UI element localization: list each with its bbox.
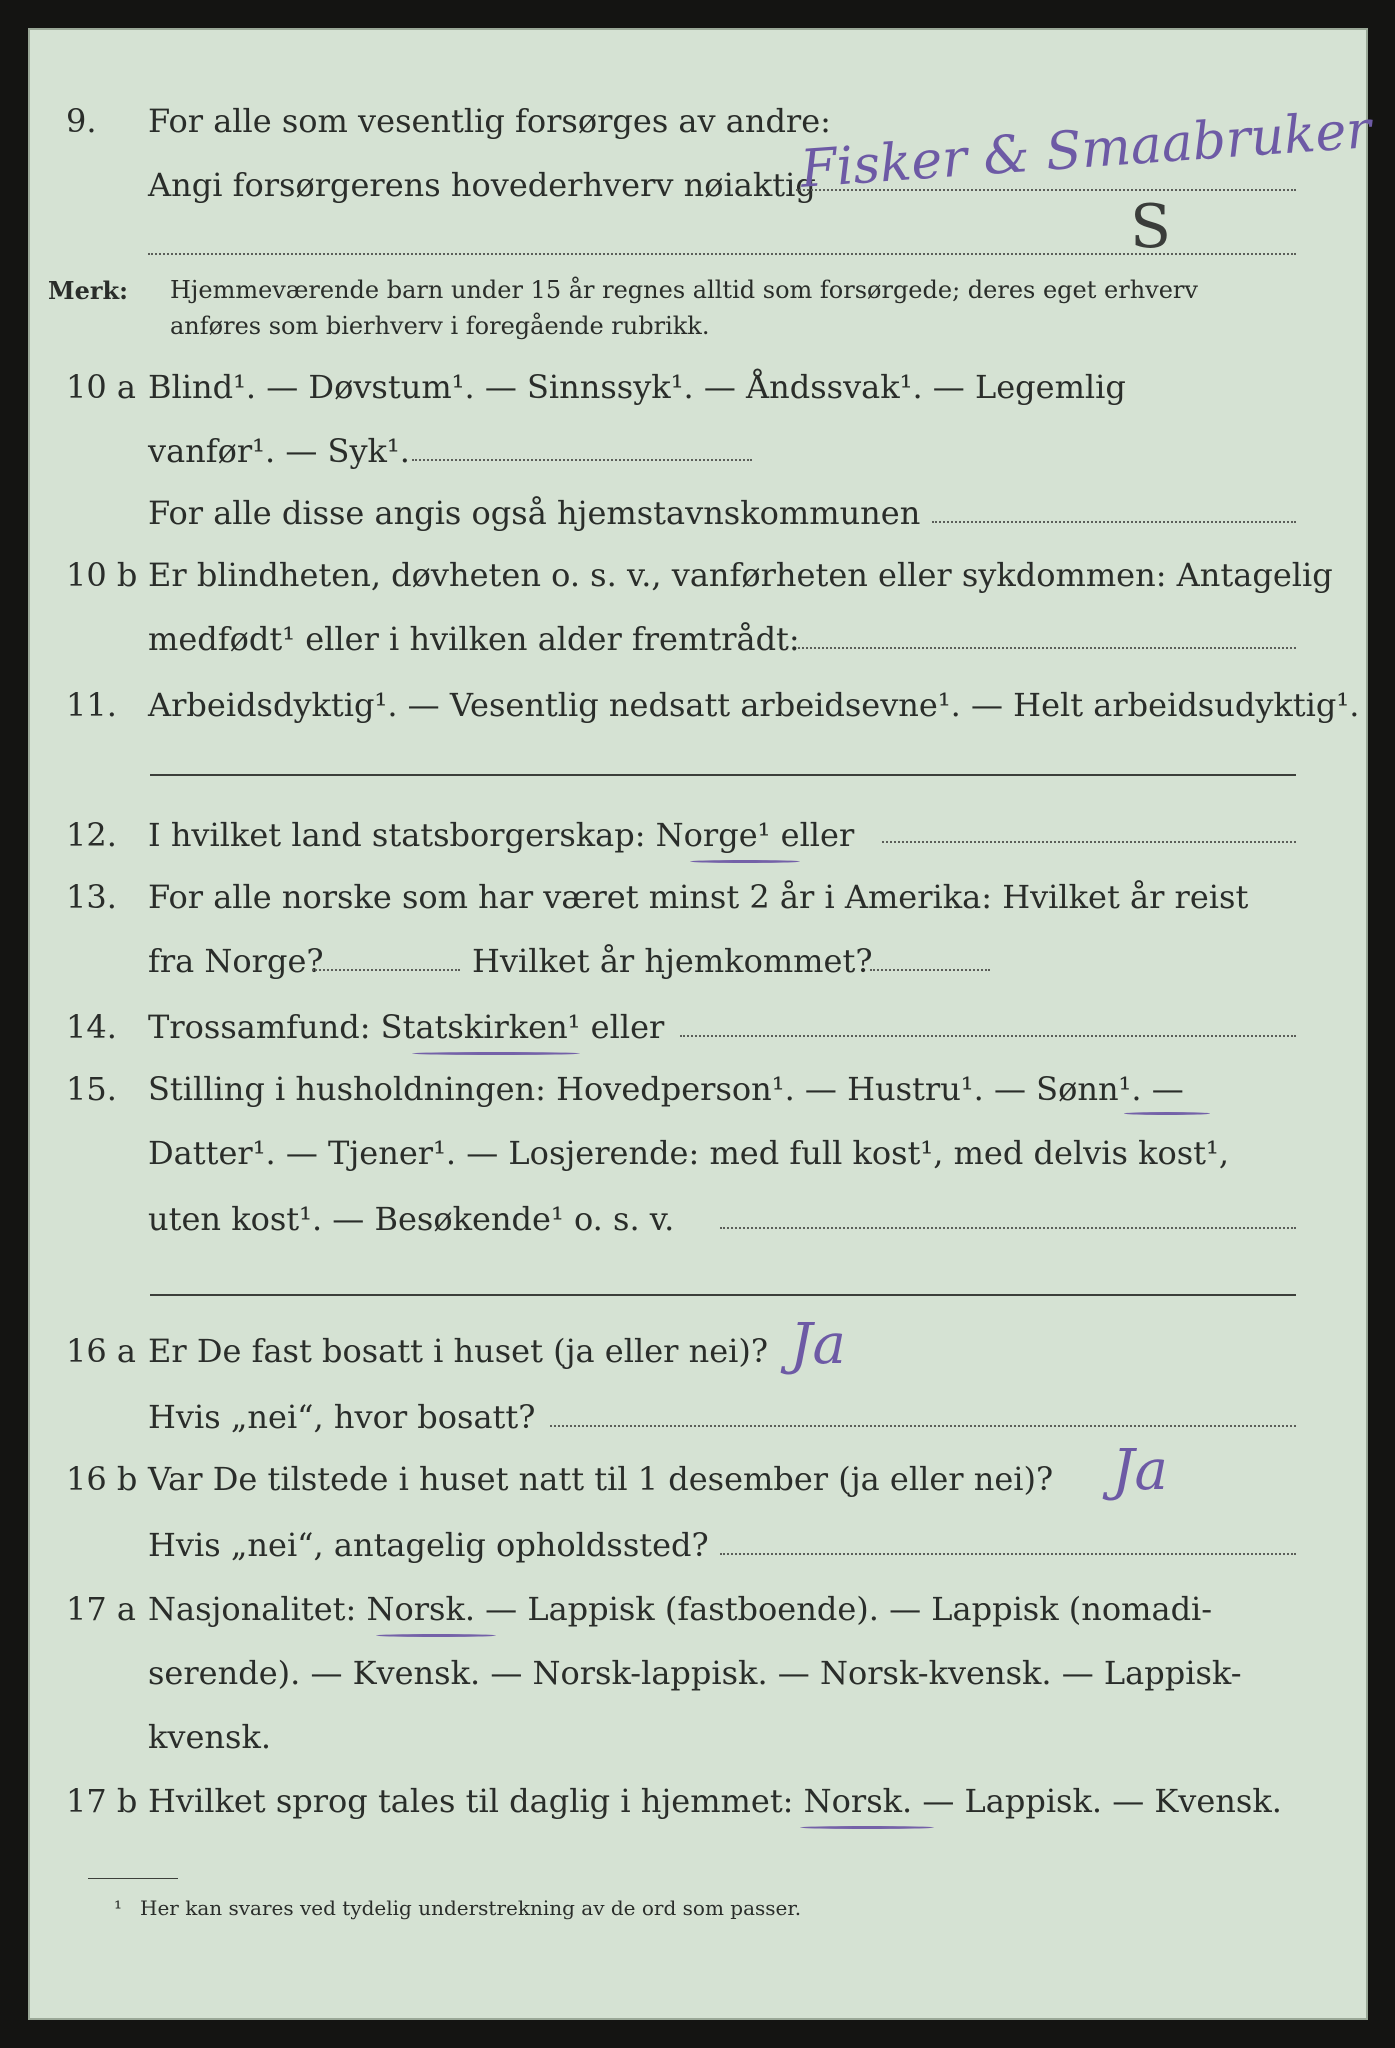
q16b-text-2: Hvis „nei“, antagelig opholdssted?: [148, 1526, 709, 1564]
q17a-text-1: Nasjonalitet: Norsk. — Lappisk (fastboende). — Lappisk (nomadi-: [148, 1590, 1213, 1628]
q9-second-dotted-line: [148, 252, 1296, 255]
q16b-text-1: Var De tilstede i huset natt til 1 desember (ja eller nei)?: [148, 1460, 1054, 1498]
merk-text-1: Hjemmeværende barn under 15 år regnes alltid som forsørgede; deres eget erhverv: [170, 276, 1198, 304]
q15-dotted-line: [720, 1226, 1296, 1229]
q12-norge-underline: [690, 860, 800, 863]
census-form-page: [28, 28, 1373, 2020]
merk-label: Merk:: [48, 276, 128, 305]
q13-reist-dotted-line: [312, 968, 460, 971]
footnote-text: Her kan svares ved tydelig understrekning av de ord som passer.: [140, 1896, 802, 1920]
q15-divider-rule: [150, 1294, 1296, 1296]
q10a-number: 10 a: [66, 368, 136, 406]
q10a-text-3: For alle disse angis også hjemstavnskommunen: [148, 494, 921, 532]
q10a-text-1: Blind¹. — Døvstum¹. — Sinnssyk¹. — Åndssvak¹. — Legemlig: [148, 368, 1126, 406]
q12-dotted-line: [882, 840, 1296, 843]
q10a-dotted-line: [412, 458, 752, 461]
q17a-text-3: kvensk.: [148, 1718, 271, 1756]
q9-handwritten-answer: Fisker & Smaabruker: [798, 100, 1373, 200]
merk-text-2: anføres som bierhverv i foregående rubrikk.: [170, 312, 710, 340]
q13-text-2b: Hvilket år hjemkommet?: [472, 942, 873, 980]
q17b-norsk-underline: [800, 1826, 934, 1829]
q16a-number: 16 a: [66, 1332, 136, 1370]
q11-number: 11.: [66, 686, 117, 724]
q10a-text-2: vanfør¹. — Syk¹.: [148, 432, 410, 470]
q13-number: 13.: [66, 878, 117, 916]
q14-dotted-line: [680, 1034, 1296, 1037]
q17a-norsk-underline: [376, 1634, 496, 1637]
footnote-mark: ¹: [114, 1896, 123, 1920]
q15-text-3: uten kost¹. — Besøkende¹ o. s. v.: [148, 1200, 675, 1238]
q12-text-1: I hvilket land statsborgerskap: Norge¹ eller: [148, 816, 855, 854]
q11-text-1: Arbeidsdyktig¹. — Vesentlig nedsatt arbeidsevne¹. — Helt arbeidsudyktig¹.: [148, 686, 1360, 724]
q16b-number: 16 b: [66, 1460, 138, 1498]
q9-handwritten-mark: S: [1130, 192, 1172, 262]
q15-text-1: Stilling i husholdningen: Hovedperson¹. — Hustru¹. — Sønn¹. —: [148, 1070, 1184, 1108]
q10b-text-2: medfødt¹ eller i hvilken alder fremtrådt:: [148, 620, 800, 658]
q17a-number: 17 a: [66, 1590, 136, 1628]
q10a-hometown-dotted-line: [932, 520, 1296, 523]
q17a-text-2: serende). — Kvensk. — Norsk-lappisk. — Norsk-kvensk. — Lappisk-: [148, 1654, 1242, 1692]
q10b-dotted-line: [798, 646, 1296, 649]
q9-text-1: For alle som vesentlig forsørges av andre:: [148, 102, 831, 140]
q17b-text-1: Hvilket sprog tales til daglig i hjemmet: Norsk. — Lappisk. — Kvensk.: [148, 1782, 1282, 1820]
q16b-handwritten-answer: Ja: [1112, 1438, 1168, 1503]
q16a-dotted-line: [550, 1424, 1296, 1427]
q12-number: 12.: [66, 816, 117, 854]
q17b-number: 17 b: [66, 1782, 138, 1820]
footnote-rule: [88, 1878, 178, 1879]
q9-number: 9.: [66, 102, 97, 140]
q15-sonn-underline: [1124, 1112, 1210, 1115]
q10b-number: 10 b: [66, 556, 138, 594]
q16a-handwritten-answer: Ja: [790, 1312, 846, 1377]
q16a-text-2: Hvis „nei“, hvor bosatt?: [148, 1398, 536, 1436]
q16b-dotted-line: [720, 1552, 1296, 1555]
q14-number: 14.: [66, 1008, 117, 1046]
q14-text-1: Trossamfund: Statskirken¹ eller: [148, 1008, 665, 1046]
q13-text-2a: fra Norge?: [148, 942, 324, 980]
q10b-text-1: Er blindheten, døvheten o. s. v., vanførheten eller sykdommen: Antagelig: [148, 556, 1333, 594]
q13-hjemkommet-dotted-line: [870, 968, 990, 971]
q14-statskirken-underline: [412, 1052, 580, 1055]
q9-text-2: Angi forsørgerens hovederhverv nøiaktig: [148, 166, 816, 204]
q15-text-2: Datter¹. — Tjener¹. — Losjerende: med full kost¹, med delvis kost¹,: [148, 1134, 1230, 1172]
q13-text-1: For alle norske som har været minst 2 år i Amerika: Hvilket år reist: [148, 878, 1249, 916]
q16a-text-1: Er De fast bosatt i huset (ja eller nei)?: [148, 1332, 769, 1370]
q11-divider-rule: [150, 774, 1296, 776]
q15-number: 15.: [66, 1070, 117, 1108]
